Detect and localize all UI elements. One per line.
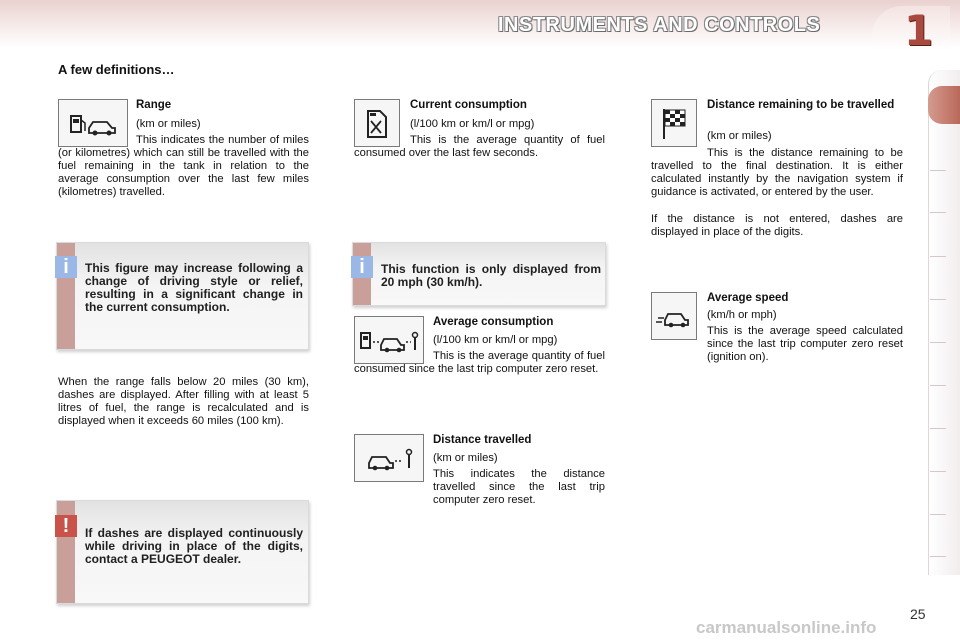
side-rail-divider xyxy=(930,514,946,515)
current-consumption-unit: (l/100 km or km/l or mpg) xyxy=(410,118,535,130)
car-to-destination-icon xyxy=(354,434,424,482)
distance-travelled-description: This indicates the distance travelled since the last trip computer zero reset. xyxy=(433,468,605,506)
side-rail-divider xyxy=(930,342,946,343)
side-rail-divider xyxy=(930,212,946,213)
average-consumption-unit: (l/100 km or km/l or mpg) xyxy=(433,334,558,346)
info-note xyxy=(56,242,309,350)
average-consumption-heading: Average consumption xyxy=(433,316,554,328)
side-rail-divider xyxy=(930,385,946,386)
side-rail-divider xyxy=(930,299,946,300)
warning-icon: ! xyxy=(55,515,77,537)
range-description: This indicates the number of miles (or kilometres) which can still be travelled with the fuel remaining in the tank in relation to the average consumption over the last few miles (kilometres) travelled. xyxy=(58,134,309,198)
distance-travelled-unit: (km or miles) xyxy=(433,452,498,464)
average-speed-description: This is the average speed calculated since the last trip computer zero reset (ignition on). xyxy=(707,325,903,363)
distance-remaining-note: If the distance is not entered, dashes are displayed in place of the digits. xyxy=(651,213,903,238)
side-rail-divider xyxy=(930,428,946,429)
car-speed-icon xyxy=(651,292,697,340)
side-rail-divider xyxy=(930,170,946,171)
side-rail-divider xyxy=(930,556,946,557)
checkered-flag-icon xyxy=(651,99,697,147)
section-title: A few definitions… xyxy=(58,62,175,77)
info-icon: i xyxy=(55,256,77,278)
average-speed-heading: Average speed xyxy=(707,292,789,304)
distance-travelled-heading: Distance travelled xyxy=(433,434,532,446)
side-rail-divider xyxy=(930,471,946,472)
page-number: 25 xyxy=(910,606,926,622)
page-title: INSTRUMENTS AND CONTROLS xyxy=(498,14,821,36)
warning-note xyxy=(56,500,309,604)
range-heading: Range xyxy=(136,99,172,111)
chapter-number: 1 xyxy=(904,6,934,55)
active-chapter-tab[interactable] xyxy=(928,86,960,124)
current-consumption-description: This is the average quantity of fuel consumed over the last few seconds. xyxy=(354,134,605,159)
info-icon: i xyxy=(351,256,373,278)
info-note xyxy=(352,242,606,306)
side-rail-divider xyxy=(930,256,946,257)
range-low-text: When the range falls below 20 miles (30 km), dashes are displayed. After filling with at least 5 litres of fuel, the range is recalculated and is displayed when it exceeds 60 miles (100 km). xyxy=(58,376,309,427)
info-note-text: This figure may increase following a change of driving style or relief, resulting in a significant change in the current consumption. xyxy=(85,261,303,314)
warning-note-text: If dashes are displayed continuously while driving in place of the digits, contact a PEUGEOT dealer. xyxy=(85,526,303,566)
chapter-side-rail xyxy=(928,70,960,575)
range-unit: (km or miles) xyxy=(136,118,201,130)
info-note-text: This function is only displayed from 20 mph (30 km/h). xyxy=(381,262,601,289)
distance-remaining-description: This is the distance remaining to be travelled to the final destination. It is either calculated instantly by the navigation system if guidance is activated, or entered by the user. xyxy=(651,147,903,198)
watermark: carmanualsonline.info xyxy=(696,618,877,637)
average-consumption-description: This is the average quantity of fuel consumed since the last trip computer zero reset. xyxy=(354,350,605,375)
distance-remaining-heading: Distance remaining to be travelled xyxy=(707,99,895,111)
distance-remaining-unit: (km or miles) xyxy=(707,130,772,142)
average-speed-unit: (km/h or mph) xyxy=(707,309,777,321)
current-consumption-heading: Current consumption xyxy=(410,99,527,111)
